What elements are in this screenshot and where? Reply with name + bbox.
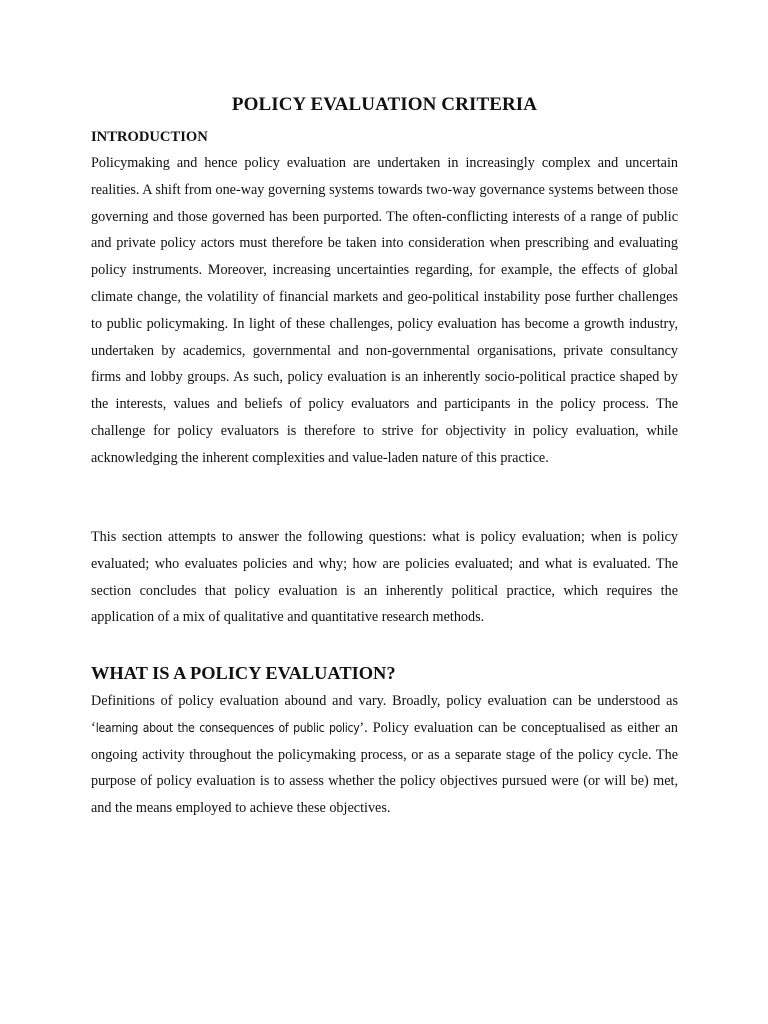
section-scope-paragraph: This section attempts to answer the following questions: what is policy evaluation; when is policy evaluated; who evaluates policies and why; how are policies evaluated; and what is evaluated. The section concludes that policy evaluation is an inherently political practice, which requires the application of a mix of qualitative and quantitative research methods. [91,529,678,626]
definition-text-start: Definitions of policy evaluation abound and vary. Broadly, policy evaluation can be understood as ‘ [91,693,678,736]
introduction-heading: INTRODUCTION [91,129,208,145]
definition-text-end: ’. Policy evaluation can be conceptualised as either an ongoing activity throughout the policymaking process, or as a separate stage of the policy cycle. The purpose of policy evaluation is to assess whether the policy objectives pursued were (or will be) met, and the means employed to achieve these objectives. [91,719,678,817]
document-title: POLICY EVALUATION CRITERIA [231,94,538,115]
what-is-policy-evaluation-heading: WHAT IS A POLICY EVALUATION? [91,663,396,683]
definition-paragraph [91,688,678,822]
definition-quote: learning about the consequences of public policy [95,720,360,735]
introduction-paragraph: Policymaking and hence policy evaluation are undertaken in increasingly complex and uncertain realities. A shift from one-way governing systems towards two-way governance systems between those governing and those governed has been purported. The often-conflicting interests of a range of public and private policy actors must therefore be taken into consideration when prescribing and evaluating policy instruments. Moreover, increasing uncertainties regarding, for example, the effects of global climate change, the volatility of financial markets and geo-political instability pose further challenges to public policymaking. In light of these challenges, policy evaluation has become a growth industry, undertaken by academics, governmental and non-governmental organisations, private consultancy firms and lobby groups. As such, policy evaluation is an inherently socio-political practice shaped by the interests, values and beliefs of policy evaluators and participants in the policy process. The challenge for policy evaluators is therefore to strive for objectivity in policy evaluation, while acknowledging the inherent complexities and value-laden nature of this practice. [91,155,678,466]
